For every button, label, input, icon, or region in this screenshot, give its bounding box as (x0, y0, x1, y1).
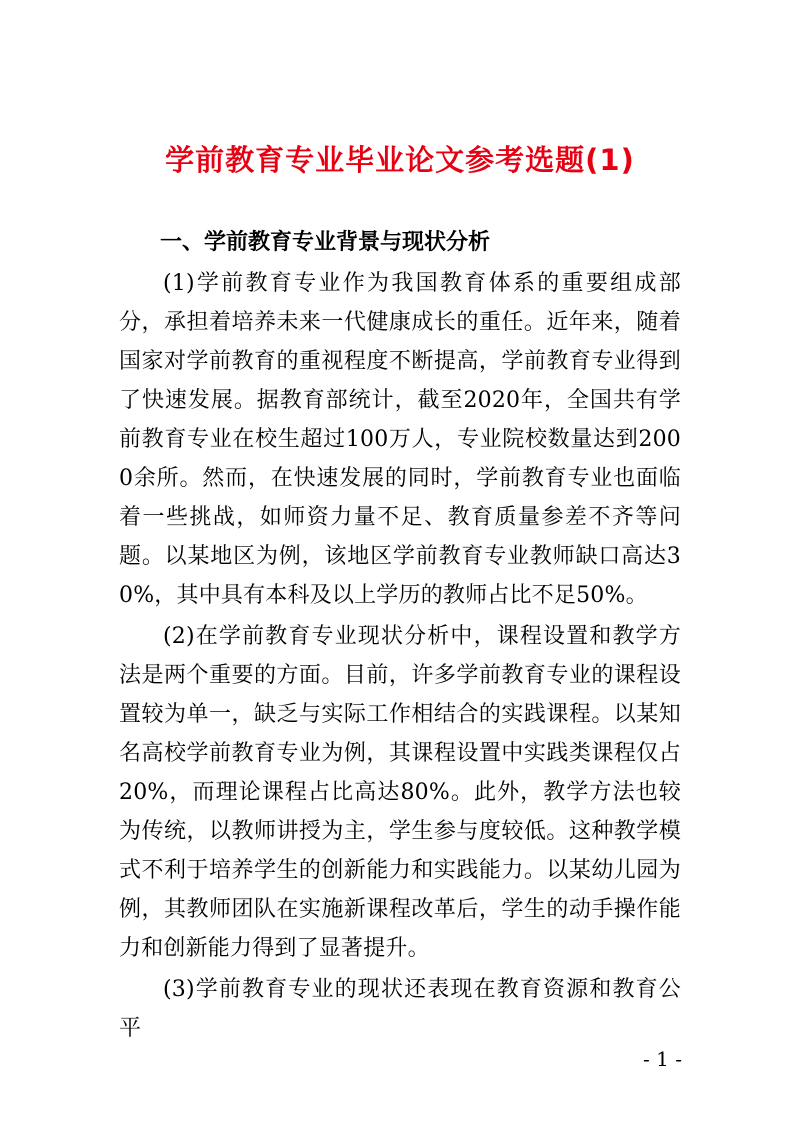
paragraph-2: (2)在学前教育专业现状分析中，课程设置和教学方法是两个重要的方面。目前，许多学前教育专业的课程设置较为单一，缺乏与实际工作相结合的实践课程。以某知名高校学前教育专业为例，其课程设置中实践类课程仅占20%，而理论课程占比高达80%。此外，教学方法也较为传统，以教师讲授为主，学生参与度较低。这种教学模式不利于培养学生的创新能力和实践能力。以某幼儿园为例，其教师团队在实施新课程改革后，学生的动手操作能力和创新能力得到了显著提升。 (119, 624, 681, 961)
document-body (119, 264, 681, 1048)
paragraph-1: (1)学前教育专业作为我国教育体系的重要组成部分，承担着培养未来一代健康成长的重任。近年来，随着国家对学前教育的重视程度不断提高，学前教育专业得到了快速发展。据教育部统计，截至2020年，全国共有学前教育专业在校生超过100万人，专业院校数量达到2000余所。然而，在快速发展的同时，学前教育专业也面临着一些挑战，如师资力量不足、教育质量参差不齐等问题。以某地区为例，该地区学前教育专业教师缺口高达30%，其中具有本科及以上学历的教师占比不足50%。 (119, 271, 681, 608)
document-title: 学前教育专业毕业论文参考选题(1) (165, 143, 635, 177)
paragraph-3: (3)学前教育专业的现状还表现在教育资源和教育公平 (119, 977, 681, 1041)
section-heading: 一、学前教育专业背景与现状分析 (160, 230, 491, 255)
page-number: - 1 - (643, 1047, 682, 1071)
